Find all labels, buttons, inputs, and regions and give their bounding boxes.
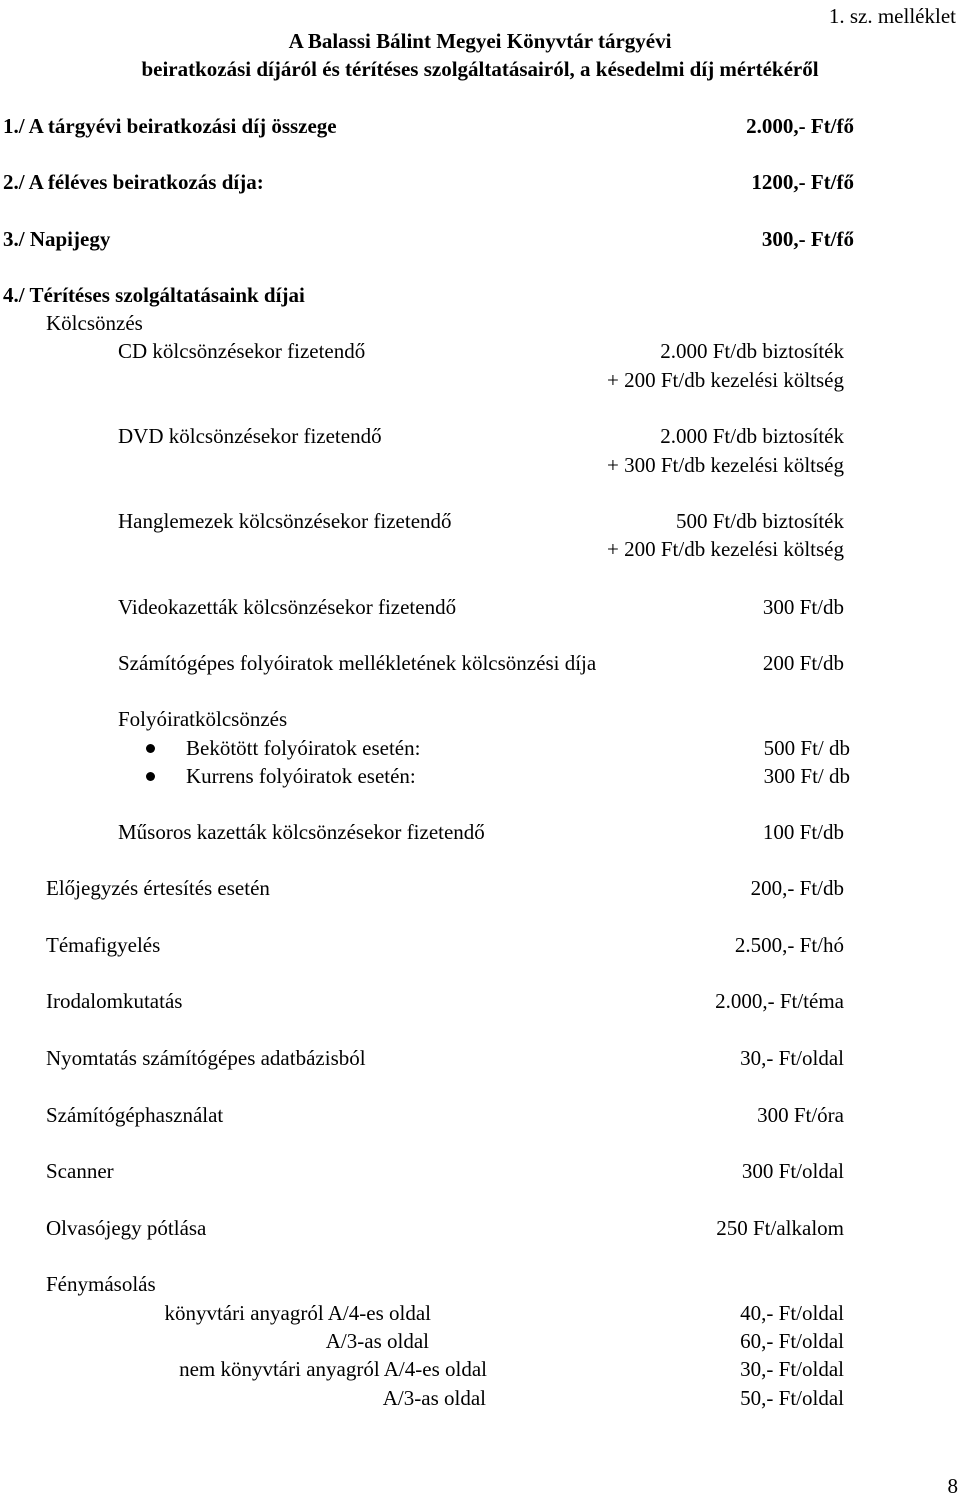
service-card-replacement-value: 250 Ft/alkalom bbox=[716, 1216, 844, 1240]
annex-label: 1. sz. melléklet bbox=[828, 4, 956, 28]
bullet-icon bbox=[146, 772, 155, 781]
lending-video-label: Videokazetták kölcsönzésekor fizetendő bbox=[118, 595, 457, 619]
service-reservation-label: Előjegyzés értesítés esetén bbox=[46, 876, 270, 900]
fee-value-daily: 300,- Ft/fő bbox=[761, 227, 854, 251]
service-scanner-label: Scanner bbox=[46, 1159, 114, 1183]
page-number: 8 bbox=[947, 1474, 958, 1498]
copying-external-a3-value: 50,- Ft/oldal bbox=[740, 1386, 844, 1410]
cassettes-value: 100 Ft/db bbox=[762, 820, 844, 844]
service-computer-value: 300 Ft/óra bbox=[757, 1103, 844, 1127]
fee-label-semester: 2./ A féléves beiratkozás díja: bbox=[3, 170, 264, 194]
periodicals-current-label: Kurrens folyóiratok esetén: bbox=[186, 764, 416, 788]
service-computer-label: Számítógéphasználat bbox=[46, 1103, 224, 1127]
periodicals-heading: Folyóiratkölcsönzés bbox=[118, 707, 288, 731]
service-printing-label: Nyomtatás számítógépes adatbázisból bbox=[46, 1046, 366, 1070]
service-reservation-value: 200,- Ft/db bbox=[750, 876, 844, 900]
service-printing-value: 30,- Ft/oldal bbox=[740, 1046, 844, 1070]
copying-library-a3-value: 60,- Ft/oldal bbox=[740, 1329, 844, 1353]
cassettes-label: Műsoros kazetták kölcsönzésekor fizetendő bbox=[118, 820, 485, 844]
periodicals-bound-value: 500 Ft/ db bbox=[763, 736, 850, 760]
copying-external-a4-label: nem könyvtári anyagról A/4-es oldal bbox=[179, 1357, 487, 1381]
periodicals-current-value: 300 Ft/ db bbox=[763, 764, 850, 788]
title-line-2: beiratkozási díjáról és térítéses szolgáltatásairól, a késedelmi díj mértékéről bbox=[141, 57, 819, 81]
fee-label-daily: 3./ Napijegy bbox=[3, 227, 111, 251]
lending-vinyl-label: Hanglemezek kölcsönzésekor fizetendő bbox=[118, 509, 452, 533]
lending-vinyl-deposit: 500 Ft/db biztosíték bbox=[676, 509, 844, 533]
copying-library-a4-label: könyvtári anyagról A/4-es oldal bbox=[164, 1301, 431, 1325]
section-4-title: 4./ Térítéses szolgáltatásaink díjai bbox=[3, 283, 305, 307]
copying-external-a3-label: A/3-as oldal bbox=[382, 1386, 486, 1410]
lending-dvd-fee: + 300 Ft/db kezelési költség bbox=[607, 453, 844, 477]
lending-dvd-deposit: 2.000 Ft/db biztosíték bbox=[660, 424, 844, 448]
fee-label-annual: 1./ A tárgyévi beiratkozási díj összege bbox=[3, 114, 337, 138]
service-scanner-value: 300 Ft/oldal bbox=[741, 1159, 844, 1183]
bullet-icon bbox=[146, 744, 155, 753]
service-card-replacement-label: Olvasójegy pótlása bbox=[46, 1216, 207, 1240]
lending-heading: Kölcsönzés bbox=[46, 311, 143, 335]
lending-cd-label: CD kölcsönzésekor fizetendő bbox=[118, 339, 366, 363]
lending-video-value: 300 Ft/db bbox=[762, 595, 844, 619]
fee-value-annual: 2.000,- Ft/fő bbox=[746, 114, 854, 138]
copying-library-a3-label: A/3-as oldal bbox=[325, 1329, 429, 1353]
lending-cd-fee: + 200 Ft/db kezelési költség bbox=[607, 368, 844, 392]
service-topic-watch-label: Témafigyelés bbox=[46, 933, 161, 957]
title-line-1: A Balassi Bálint Megyei Könyvtár tárgyévi bbox=[288, 29, 672, 53]
lending-supplement-label: Számítógépes folyóiratok mellékletének kölcsönzési díja bbox=[118, 651, 597, 675]
service-topic-watch-value: 2.500,- Ft/hó bbox=[734, 933, 844, 957]
lending-supplement-value: 200 Ft/db bbox=[762, 651, 844, 675]
lending-dvd-label: DVD kölcsönzésekor fizetendő bbox=[118, 424, 382, 448]
periodicals-bound-label: Bekötött folyóiratok esetén: bbox=[186, 736, 421, 760]
copying-library-a4-value: 40,- Ft/oldal bbox=[740, 1301, 844, 1325]
lending-cd-deposit: 2.000 Ft/db biztosíték bbox=[660, 339, 844, 363]
service-research-label: Irodalomkutatás bbox=[46, 989, 183, 1013]
fee-value-semester: 1200,- Ft/fő bbox=[751, 170, 854, 194]
service-research-value: 2.000,- Ft/téma bbox=[715, 989, 844, 1013]
copying-external-a4-value: 30,- Ft/oldal bbox=[740, 1357, 844, 1381]
copying-heading: Fénymásolás bbox=[46, 1272, 156, 1296]
lending-vinyl-fee: + 200 Ft/db kezelési költség bbox=[607, 537, 844, 561]
